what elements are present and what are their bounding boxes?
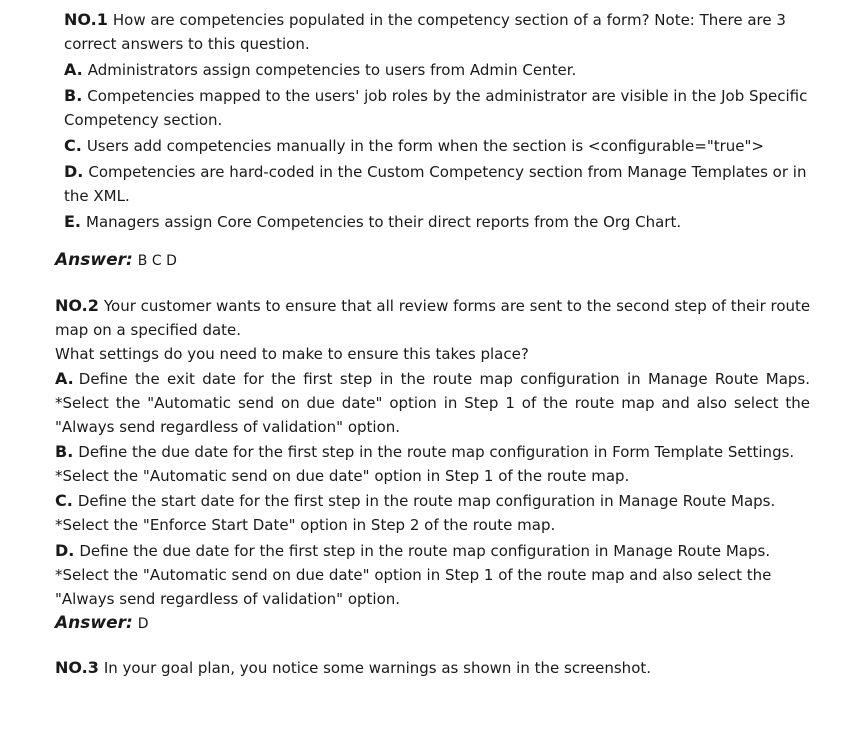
option-text: Managers assign Core Competencies to their direct reports from the Org Chart.	[86, 213, 682, 231]
answer-label: Answer:	[55, 250, 133, 270]
option-label: C.	[55, 491, 73, 510]
question-1-option-e	[64, 210, 681, 234]
option-text: Administrators assign competencies to users from Admin Center.	[87, 61, 577, 79]
question-1-text-2: correct answers to this question.	[64, 35, 310, 53]
question-2-text-3: What settings do you need to make to ensure this takes place?	[55, 345, 529, 363]
question-1-text-1: How are competencies populated in the competency section of a form? Note: There are 3	[112, 11, 786, 29]
question-2-answer	[55, 611, 149, 636]
question-2-line-1	[55, 294, 810, 318]
option-text: Define the start date for the first step in the route map configuration in Manage Route Maps.	[77, 492, 776, 510]
question-2-option-c	[55, 489, 775, 513]
question-2-option-b-cont: *Select the "Automatic send on due date" option in Step 1 of the route map.	[55, 467, 630, 485]
option-label: A.	[55, 369, 74, 388]
question-1-option-b	[64, 84, 807, 108]
answer-value: D	[137, 616, 149, 632]
option-label: E.	[64, 212, 82, 231]
question-1-option-c	[64, 134, 764, 158]
question-2-option-d	[55, 539, 770, 563]
question-2-option-b	[55, 440, 794, 464]
question-2-option-c-cont: *Select the "Enforce Start Date" option in Step 2 of the route map.	[55, 516, 556, 534]
question-3-number: NO.3	[55, 658, 99, 677]
question-1-option-a	[64, 58, 576, 82]
option-label: D.	[55, 541, 75, 560]
option-text: Competencies mapped to the users' job roles by the administrator are visible in the Job Specific	[87, 87, 808, 105]
question-1-number: NO.1	[64, 10, 108, 29]
question-1-option-b-cont: Competency section.	[64, 111, 223, 129]
option-label: A.	[64, 60, 83, 79]
option-text: Competencies are hard-coded in the Custom Competency section from Manage Templates or in	[88, 163, 807, 181]
question-2-option-a-cont-1: *Select the "Automatic send on due date" option in Step 1 of the route map and also select the	[55, 394, 810, 412]
answer-label: Answer:	[55, 613, 133, 633]
question-3-line-1	[55, 656, 651, 680]
question-2-text-2: map on a specified date.	[55, 321, 242, 339]
option-label: C.	[64, 136, 82, 155]
question-1-line-1	[64, 8, 786, 32]
answer-value: B C D	[137, 253, 177, 269]
question-1-answer	[55, 248, 177, 273]
option-text: Define the due date for the first step in the route map configuration in Form Template Settings.	[78, 443, 795, 461]
question-2-option-d-cont-2: "Always send regardless of validation" option.	[55, 590, 401, 608]
option-text: Users add competencies manually in the form when the section is <configurable="true">	[86, 137, 764, 155]
question-2-number: NO.2	[55, 296, 99, 315]
option-label: B.	[64, 86, 83, 105]
question-1-option-d	[64, 160, 806, 184]
question-2-option-d-cont-1: *Select the "Automatic send on due date" option in Step 1 of the route map and also select the	[55, 566, 772, 584]
question-2-option-a	[55, 367, 810, 391]
question-2-option-a-cont-2: "Always send regardless of validation" option.	[55, 418, 401, 436]
option-label: D.	[64, 162, 84, 181]
question-2-text-1: Your customer wants to ensure that all review forms are sent to the second step of their route	[103, 297, 811, 315]
option-label: B.	[55, 442, 74, 461]
option-text: Define the due date for the first step in the route map configuration in Manage Route Maps.	[79, 542, 771, 560]
option-text: Define the exit date for the first step in the route map configuration in Manage Route Maps.	[78, 370, 810, 388]
question-3-text-1: In your goal plan, you notice some warnings as shown in the screenshot.	[103, 659, 652, 677]
question-1-option-d-cont: the XML.	[64, 187, 130, 205]
